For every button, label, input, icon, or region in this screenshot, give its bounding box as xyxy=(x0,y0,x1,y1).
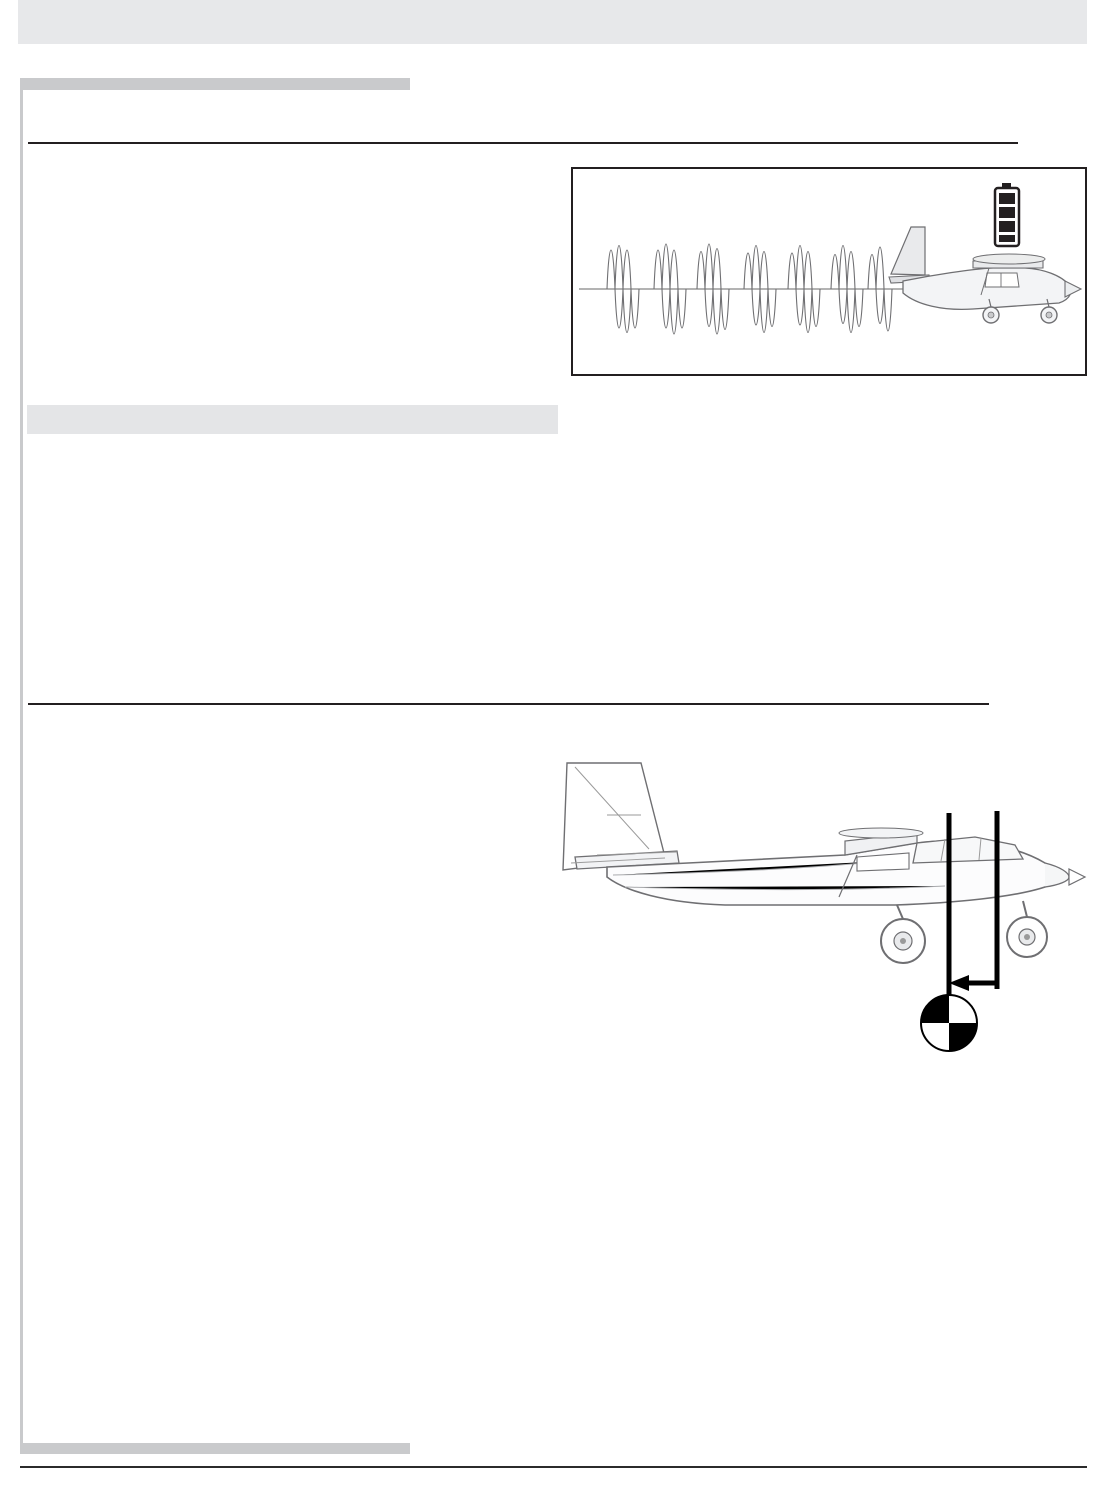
subsection-heading-block xyxy=(27,405,558,434)
section-divider-top xyxy=(28,142,1018,144)
figure-center-of-gravity xyxy=(545,745,1090,1075)
figure-1-canvas xyxy=(573,169,1085,374)
section-heading-bar xyxy=(20,78,410,90)
left-page-rule xyxy=(20,78,23,1453)
center-of-gravity-symbol xyxy=(921,995,977,1051)
footer-bar xyxy=(20,1443,410,1454)
figure-radio-waves-aircraft-battery xyxy=(571,167,1087,376)
aircraft-side-view xyxy=(889,227,1081,323)
figure-2-canvas xyxy=(545,745,1090,1075)
header-band xyxy=(18,0,1087,44)
arm-arrow xyxy=(949,975,997,991)
battery-icon xyxy=(995,183,1019,246)
section-divider-middle xyxy=(28,703,989,705)
aircraft-side-view xyxy=(563,763,1085,963)
footer-divider xyxy=(20,1466,1087,1468)
